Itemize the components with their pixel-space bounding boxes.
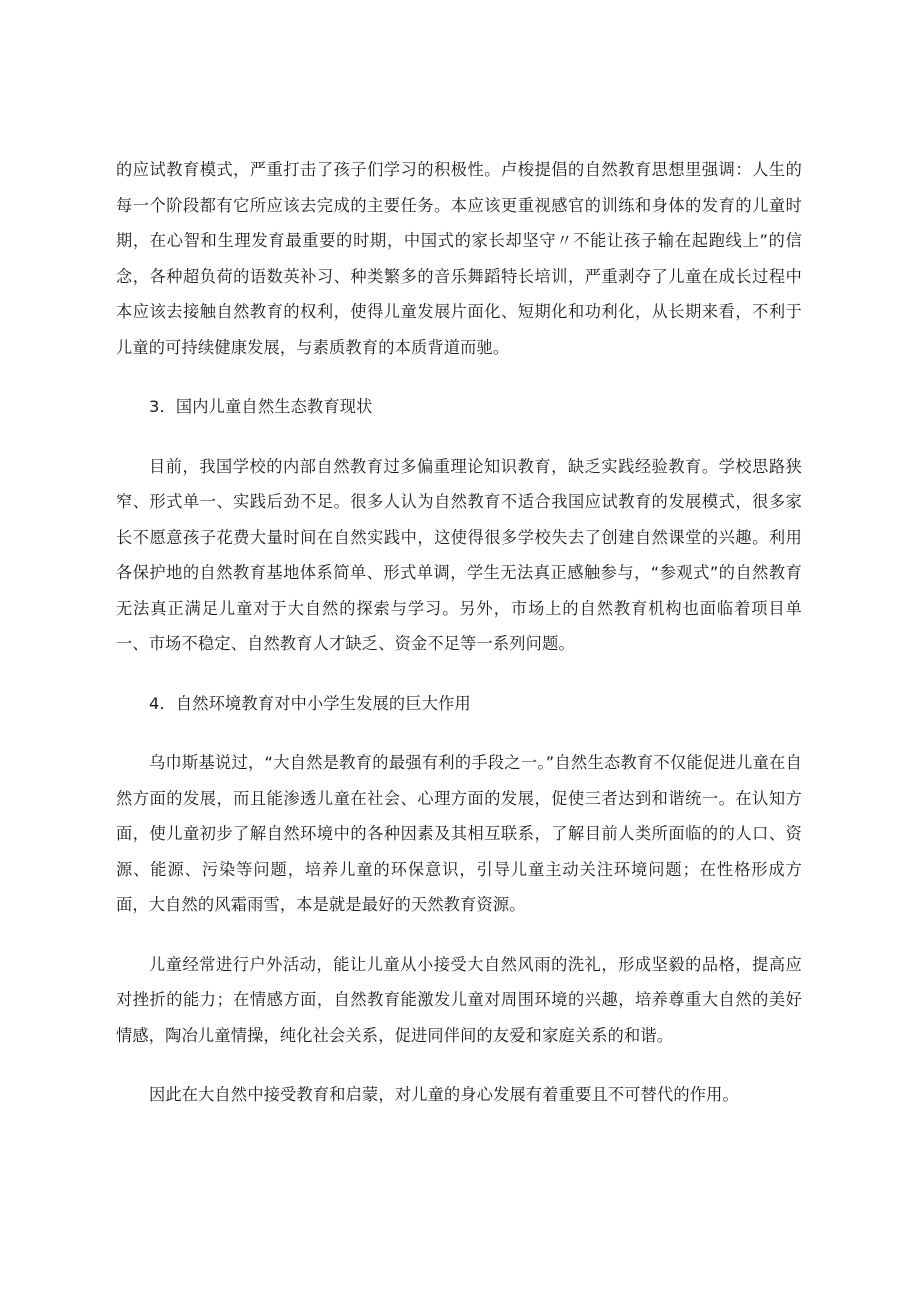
section-heading-4: 4．自然环境教育对中小学生发展的巨大作用 [149, 693, 471, 713]
spacer [116, 662, 802, 686]
spacer [116, 365, 802, 389]
spacer [116, 923, 802, 947]
paragraph-domestic-status: 目前，我国学校的内部自然教育过多偏重理论知识教育，缺乏实践经验教育。学校思路狭窄、形式单一、实践后劲不足。很多人认为自然教育不适合我国应试教育的发展模式，很多家长不愿意孩子花费大量时间在自然实践中，这使得很多学校失去了创建自然课堂的兴趣。利用各保护地的自然教育基地体系简单、形式单调，学生无法真正感触参与，“参观式”的自然教育无法真正满足儿童对于大自然的探索与学习。另外，市场上的自然教育机构也面临着项目单一、市场不稳定、自然教育人才缺乏、资金不足等一系列问题。 [116, 456, 802, 653]
paragraph-conclusion: 因此在大自然中接受教育和启蒙，对儿童的身心发展有着重要且不可替代的作用。 [149, 1085, 739, 1104]
spacer [116, 721, 802, 745]
spacer [116, 425, 802, 449]
paragraph-exam-education: 的应试教育模式，严重打击了孩子们学习的积极性。卢梭提倡的自然教育思想里强调：人生的每一个阶段都有它所应该去完成的主要任务。本应该更重视感官的训练和身体的发育的儿童时期，在心智和生理发育最重要的时期，中国式的家长却坚守〃不能让孩子输在起跑线上”的信念，各种超负荷的语数英补习、种类繁多的音乐舞蹈特长培训，严重剥夺了儿童在成长过程中本应该去接触自然教育的权利，使得儿童发展片面化、短期化和功利化，从长期来看，不利于儿童的可持续健康发展，与素质教育的本质背道而驰。 [116, 160, 802, 357]
spacer [116, 1053, 802, 1077]
document-body [116, 152, 802, 1113]
paragraph-ushinsky-quote: 乌巾斯基说过，“大自然是教育的最强有利的手段之一。”自然生态教育不仅能促进儿童在自然方面的发展，而且能渗透儿童在社会、心理方面的发展，促使三者达到和谐统一。在认知方面，使儿童初步了解自然环境中的各种因素及其相互联系，了解目前人类所面临的的人口、资源、能源、污染等问题，培养儿童的环保意识，引导儿童主动关注环境问题；在性格形成方面，大自然的风霜雨雪，本是就是最好的天然教育资源。 [116, 753, 802, 914]
paragraph-outdoor-activities: 儿童经常进行户外活动，能让儿童从小接受大自然风雨的洗礼，形成坚毅的品格，提高应对挫折的能力；在情感方面，自然教育能激发儿童对周围环境的兴趣，培养尊重大自然的美好情感，陶冶儿童情操，纯化社会关系，促进同伴间的友爱和家庭关系的和谐。 [116, 954, 802, 1045]
section-heading-3: 3．国内儿童自然生态教育现状 [149, 397, 373, 416]
